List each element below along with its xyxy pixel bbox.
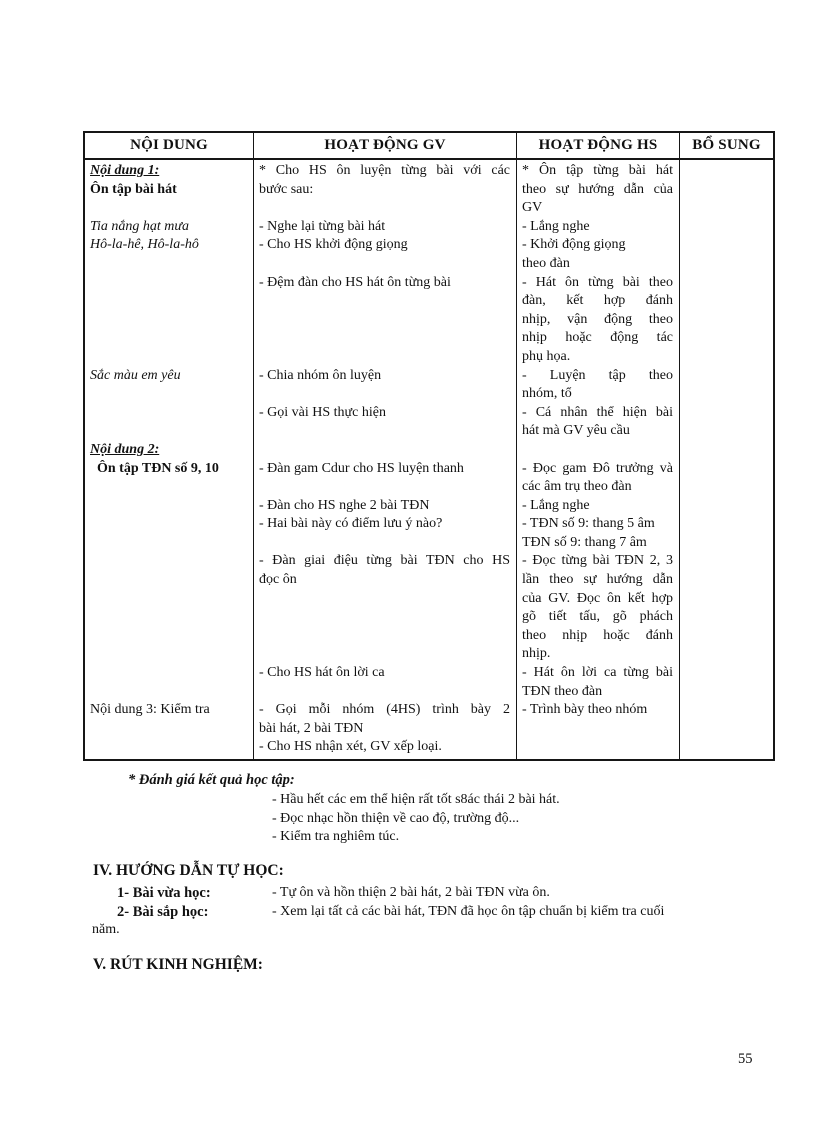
table-cell-line: - Đọc từng bài TĐN 2, 3 — [522, 553, 673, 569]
table-cell-line — [90, 497, 247, 516]
table-cell-line — [259, 683, 510, 702]
table-cell-line — [259, 329, 510, 348]
table-cell-line — [259, 422, 510, 441]
table-cell-line — [90, 311, 247, 330]
list-item: - Hầu hết các em thể hiện rất tốt s8ác thái 2 bài hát. — [272, 792, 560, 807]
section-iv-item2-continuation: năm. — [92, 922, 120, 937]
table-cell-line — [90, 199, 247, 218]
table-cell-line: theo nhịp hoặc đánh — [522, 627, 673, 643]
column-header-hoat-dong-gv: HOẠT ĐỘNG GV — [254, 133, 517, 158]
table-cell-line: bài hát, 2 bài TĐN — [259, 720, 364, 736]
table-cell-line — [90, 590, 247, 609]
section-v-heading: V. RÚT KINH NGHIỆM: — [93, 956, 263, 973]
table-cell-line: các âm trụ theo đàn — [522, 479, 632, 495]
table-cell-line — [90, 534, 247, 553]
section-iv-item1-text: - Tự ôn và hồn thiện 2 bài hát, 2 bài TĐN vừa ôn. — [272, 885, 550, 900]
table-cell-line: - Đàn gam Cdur cho HS luyện thanh — [259, 460, 464, 476]
cell-hoat-dong-gv — [254, 160, 517, 759]
table-cell-line — [90, 348, 247, 367]
table-cell-line: - Cho HS hát ôn lời ca — [259, 665, 385, 681]
table-cell-line — [90, 422, 247, 441]
table-cell-line: * Ôn tập từng bài hát — [522, 163, 673, 178]
table-cell-line: - Luyện tập theo — [522, 367, 673, 383]
table-cell-line: nhịp hoặc động tác — [522, 330, 673, 346]
table-cell-line: - Hai bài này có điểm lưu ý nào? — [259, 516, 443, 532]
table-cell-line: - Cho HS nhận xét, GV xếp loại. — [259, 739, 442, 755]
table-cell-line — [90, 404, 247, 423]
page-number: 55 — [738, 1051, 753, 1067]
table-cell-line — [90, 385, 247, 404]
table-cell-line: - Chia nhóm ôn luyện — [259, 367, 382, 383]
section-iv-heading: IV. HƯỚNG DẪN TỰ HỌC: — [93, 862, 284, 879]
table-cell-line: - Cá nhân thể hiện bài — [522, 404, 673, 420]
assessment-heading: * Đánh giá kết quả học tập: — [128, 772, 295, 788]
table-cell-line — [90, 608, 247, 627]
table-cell-line — [259, 292, 510, 311]
column-header-hoat-dong-hs: HOẠT ĐỘNG HS — [517, 133, 680, 158]
table-cell-line — [259, 348, 510, 367]
table-cell-line: - TĐN số 9: thang 5 âm — [522, 516, 655, 532]
table-cell-line: - Trình bày theo nhóm — [522, 702, 648, 718]
table-cell-line — [259, 255, 510, 274]
lesson-activity-table — [83, 131, 775, 761]
table-cell-line: gõ tiết tấu, gõ phách — [522, 609, 673, 625]
table-cell-line — [259, 441, 510, 460]
table-cell-line — [259, 478, 510, 497]
table-cell-line: TĐN theo đàn — [522, 683, 603, 699]
table-cell-line: đàn, kết hợp đánh — [522, 293, 673, 309]
table-cell-line: đọc ôn — [259, 572, 297, 588]
table-cell-line — [259, 534, 510, 553]
table-cell-line: - Hát ôn từng bài theo — [522, 274, 673, 290]
table-body-row — [85, 160, 773, 759]
table-cell-line: - Lắng nghe — [522, 497, 590, 513]
table-cell-line — [90, 645, 247, 664]
table-cell-line — [90, 571, 247, 590]
assessment-items — [272, 791, 560, 847]
table-cell-line — [90, 329, 247, 348]
table-cell-line — [90, 292, 247, 311]
table-cell-line — [259, 627, 510, 646]
table-cell-line: Sắc màu em yêu — [90, 367, 181, 383]
cell-hoat-dong-hs — [517, 160, 680, 759]
table-cell-line — [522, 441, 673, 460]
table-cell-line: - Đọc gam Đô trưởng và — [522, 460, 673, 476]
table-cell-line: phụ họa. — [522, 348, 571, 364]
table-cell-line: - Đàn giai điệu từng bài TĐN cho HS — [259, 553, 510, 569]
table-cell-line: bước sau: — [259, 181, 314, 197]
table-cell-line: Nội dung 3: Kiểm tra — [90, 702, 210, 718]
table-cell-line — [90, 255, 247, 274]
table-cell-line — [259, 645, 510, 664]
column-header-noi-dung: NỘI DUNG — [85, 133, 254, 158]
table-cell-line: Ôn tập bài hát — [90, 181, 177, 197]
list-item: - Kiểm tra nghiêm túc. — [272, 829, 400, 845]
table-cell-line — [259, 385, 510, 404]
table-cell-line — [90, 683, 247, 702]
table-cell-line: lần theo sự hướng dẫn — [522, 572, 673, 588]
table-cell-line: - Cho HS khởi động giọng — [259, 237, 408, 253]
table-cell-line — [90, 478, 247, 497]
table-cell-line: theo đàn — [522, 255, 570, 271]
list-item: - Đọc nhạc hồn thiện về cao độ, trường độ... — [272, 810, 520, 826]
table-cell-line: của GV. Đọc ôn kết hợp — [522, 590, 673, 606]
table-cell-line: hát mà GV yêu cầu — [522, 423, 630, 439]
table-header-row — [85, 133, 773, 160]
table-cell-line: - Gọi vài HS thực hiện — [259, 404, 386, 420]
table-cell-line: nhịp, vận động theo — [522, 311, 673, 327]
table-cell-line — [259, 311, 510, 330]
table-cell-line: theo sự hướng dẫn của — [522, 181, 673, 197]
table-cell-line: * Cho HS ôn luyện từng bài với các — [259, 163, 510, 178]
table-cell-line: Nội dung 2: — [90, 441, 160, 457]
table-cell-line: GV — [522, 200, 543, 216]
table-cell-line — [90, 515, 247, 534]
table-cell-line — [90, 664, 247, 683]
table-cell-line — [90, 627, 247, 646]
table-cell-line — [259, 590, 510, 609]
cell-noi-dung — [85, 160, 254, 759]
table-cell-line: - Đệm đàn cho HS hát ôn từng bài — [259, 274, 451, 290]
table-cell-line: Nội dung 1: — [90, 163, 160, 178]
table-cell-line — [259, 608, 510, 627]
section-iv-item1-label: 1- Bài vừa học: — [117, 885, 211, 901]
table-cell-line: - Hát ôn lời ca từng bài — [522, 665, 673, 681]
table-cell-line: nhóm, tổ — [522, 386, 572, 402]
table-cell-line — [259, 199, 510, 218]
table-cell-line: Ôn tập TĐN số 9, 10 — [97, 460, 219, 476]
table-cell-line: - Đàn cho HS nghe 2 bài TĐN — [259, 497, 430, 513]
table-cell-line: nhịp. — [522, 646, 551, 662]
table-cell-line: Tia nắng hạt mưa — [90, 218, 190, 234]
cell-bo-sung — [680, 160, 773, 759]
table-cell-line: TĐN số 9: thang 7 âm — [522, 534, 647, 550]
table-cell-line: - Gọi mỗi nhóm (4HS) trình bày 2 — [259, 702, 510, 718]
table-cell-line: - Khởi động giọng — [522, 237, 626, 253]
table-cell-line: - Lắng nghe — [522, 218, 590, 234]
section-iv-item2-label: 2- Bài sắp học: — [117, 904, 209, 920]
column-header-bo-sung: BỔ SUNG — [692, 137, 761, 153]
table-cell-line — [90, 552, 247, 571]
section-iv-item2-text: - Xem lại tất cả các bài hát, TĐN đã học ôn tập chuẩn bị kiểm tra cuối — [272, 904, 665, 919]
table-cell-line: Hô-la-hê, Hô-la-hô — [90, 237, 199, 253]
table-cell-line: - Nghe lại từng bài hát — [259, 218, 386, 234]
table-cell-line — [90, 274, 247, 293]
